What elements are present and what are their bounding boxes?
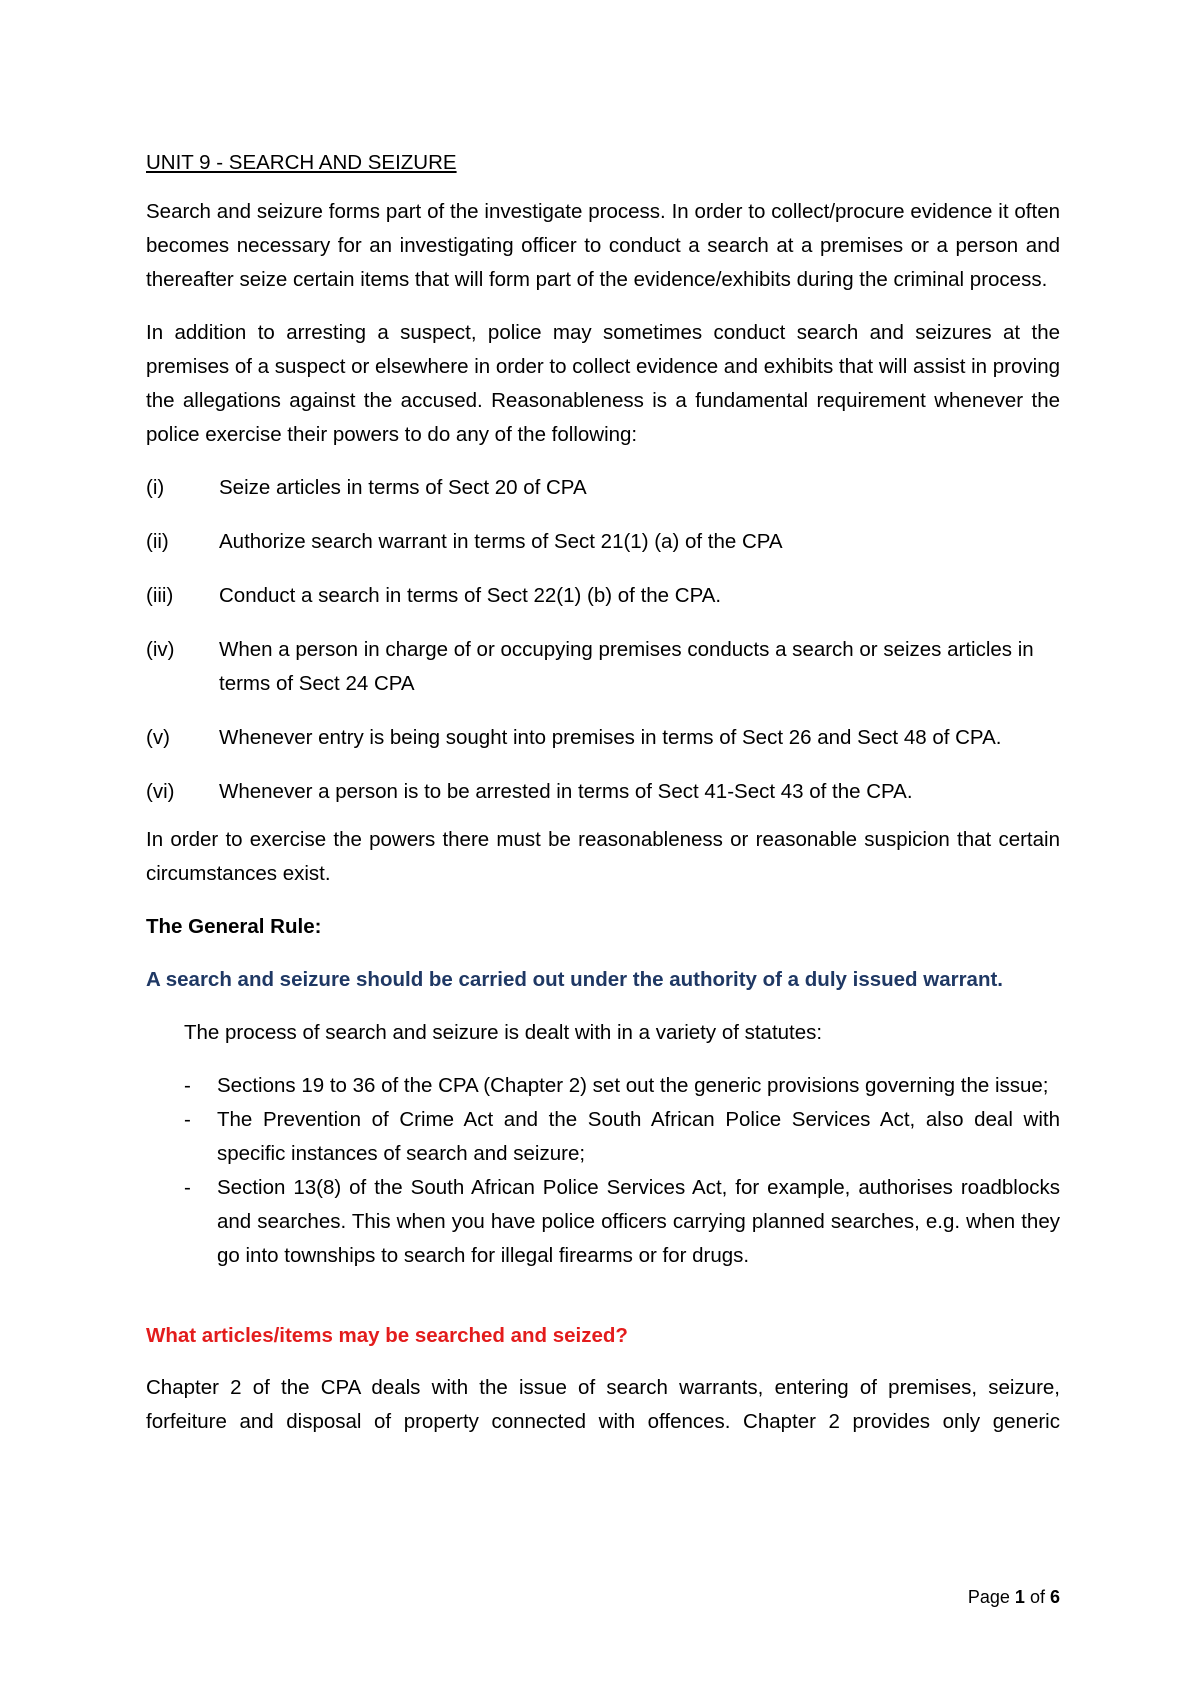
unit-title: UNIT 9 - SEARCH AND SEIZURE: [146, 151, 457, 174]
list-item-text: Whenever a person is to be arrested in terms of Sect 41-Sect 43 of the CPA.: [219, 780, 913, 803]
reasonableness-paragraph: In order to exercise the powers there must be reasonableness or reasonable suspicion that certain circumstances exist.: [146, 828, 1060, 885]
list-dash: -: [184, 1074, 191, 1097]
list-item: [146, 775, 1060, 809]
statutes-list: [184, 1069, 1060, 1273]
list-marker: (vi): [146, 780, 175, 803]
intro-paragraph-1: Search and seizure forms part of the investigate process. In order to collect/procure evidence it often becomes necessary for an investigating officer to conduct a search at a premises or a person and thereafter seize certain items that will form part of the evidence/exhibits during the criminal process.: [146, 200, 1060, 291]
chapter2-paragraph: Chapter 2 of the CPA deals with the issue of search warrants, entering of premises, seizure, forfeiture and disposal of property connected with offences. Chapter 2 provides only generic: [146, 1376, 1060, 1433]
list-item-text: Conduct a search in terms of Sect 22(1) (b) of the CPA.: [219, 584, 722, 607]
of-label: of: [1029, 1587, 1045, 1607]
page-footer: [968, 1587, 1060, 1608]
general-rule-statement: A search and seizure should be carried out under the authority of a duly issued warrant.: [146, 968, 1004, 991]
list-marker: (ii): [146, 530, 169, 553]
list-item-text: Authorize search warrant in terms of Sect 21(1) (a) of the CPA: [219, 530, 783, 553]
intro-paragraph-2: In addition to arresting a suspect, police may sometimes conduct search and seizures at the premises of a suspect or elsewhere in order to collect evidence and exhibits that will assist in proving the allegations against the accused. Reasonableness is a fundamental requirement whenever the police exercise their powers to do any of the following:: [146, 321, 1060, 446]
list-item: [146, 721, 1060, 755]
list-item-text: Seize articles in terms of Sect 20 of CPA: [219, 476, 587, 499]
list-marker: (v): [146, 726, 170, 749]
page-number: 1: [1014, 1587, 1025, 1607]
list-item: [146, 471, 1060, 505]
list-item-text: When a person in charge of or occupying premises conducts a search or seizes articles in terms of Sect 24 CPA: [219, 638, 1034, 695]
list-marker: (iv): [146, 638, 175, 661]
list-item-text: Sections 19 to 36 of the CPA (Chapter 2) set out the generic provisions governing the issue;: [217, 1074, 1049, 1097]
list-marker: (iii): [146, 584, 174, 607]
powers-list: [146, 471, 1060, 809]
list-item: [184, 1171, 1060, 1273]
list-item: [184, 1103, 1060, 1171]
list-dash: -: [184, 1176, 191, 1199]
articles-heading: What articles/items may be searched and seized?: [146, 1324, 628, 1347]
list-item: [146, 633, 1060, 701]
page-content: [146, 146, 1060, 1458]
list-item-text: Section 13(8) of the South African Police Services Act, for example, authorises roadblocks and searches. This when you have police officers carrying planned searches, e.g. when they go into townships to search for illegal firearms or for drugs.: [217, 1176, 1060, 1267]
list-dash: -: [184, 1108, 191, 1131]
list-item: [184, 1069, 1060, 1103]
list-marker: (i): [146, 476, 165, 499]
list-item-text: The Prevention of Crime Act and the South African Police Services Act, also deal with specific instances of search and seizure;: [217, 1108, 1060, 1165]
general-rule-heading: The General Rule:: [146, 915, 322, 938]
statutes-intro: The process of search and seizure is dealt with in a variety of statutes:: [184, 1021, 823, 1044]
list-item: [146, 525, 1060, 559]
page-label: Page: [967, 1587, 1010, 1607]
page-total: 6: [1049, 1587, 1060, 1607]
list-item: [146, 579, 1060, 613]
list-item-text: Whenever entry is being sought into premises in terms of Sect 26 and Sect 48 of CPA.: [219, 726, 1002, 749]
